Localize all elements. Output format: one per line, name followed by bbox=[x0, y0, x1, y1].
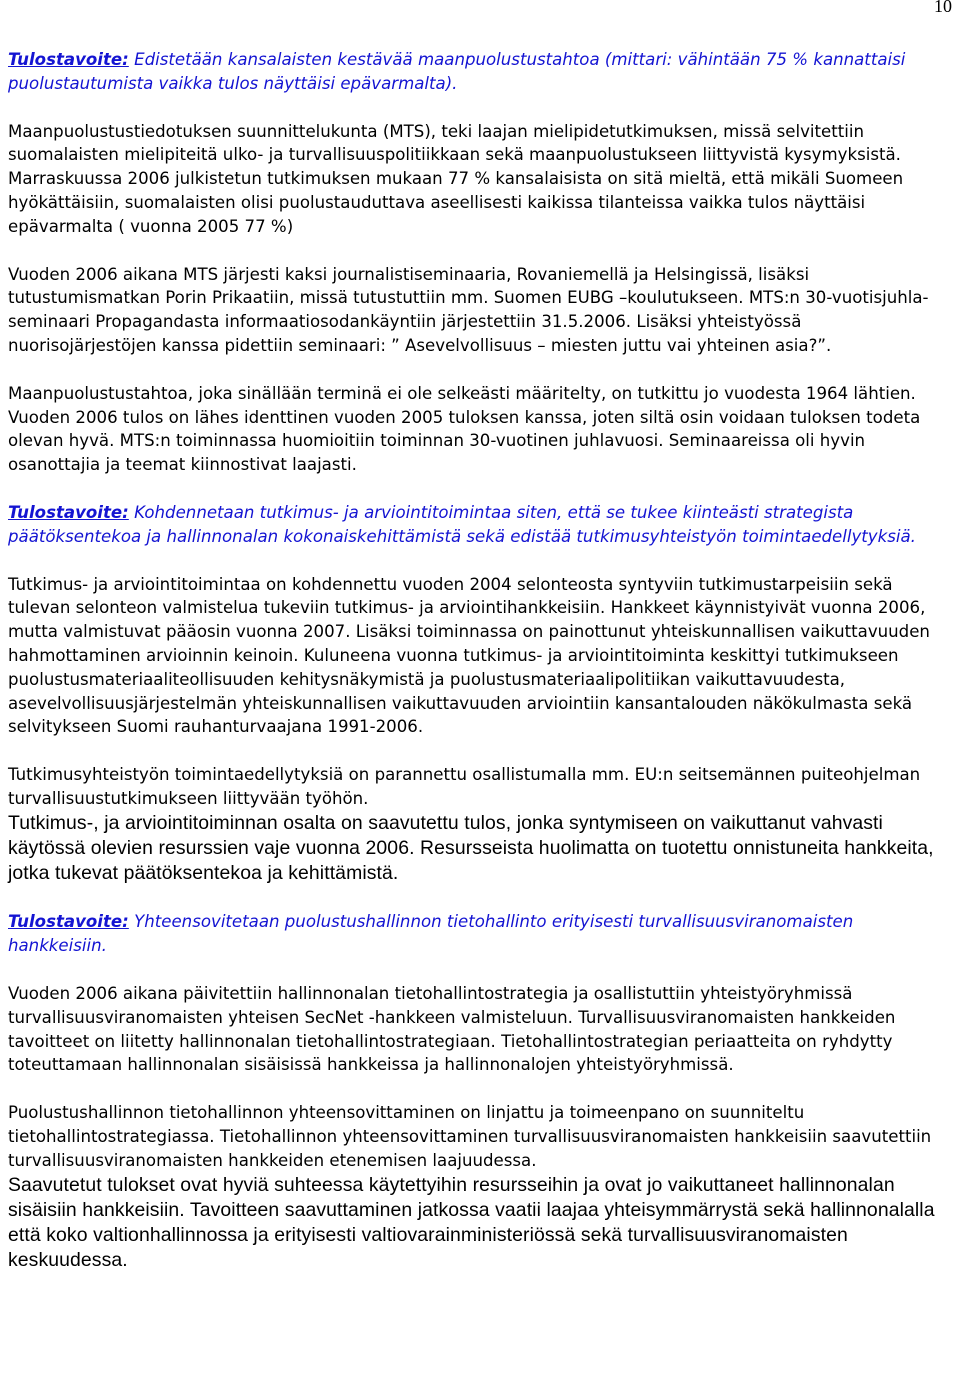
goal-statement-1 bbox=[8, 48, 952, 96]
paragraph-research-result: Tutkimus-, ja arviointitoiminnan osalta on saavutettu tulos, jonka syntymiseen on vaikuttanut vahvasti käytössä olevien resurssien vaje vuonna 2006. Resursseista huolimatta on tuotettu onnistuneita hankkeita, jotka tukevat päätöksentekoa ja kehittämistä. bbox=[8, 811, 934, 885]
paragraph-research-cooperation: Tutkimusyhteistyön toimintaedellytyksiä on parannettu osallistumalla mm. EU:n seitsemännen puiteohjelman turvallisuustutkimukseen liittyvään työhön. bbox=[8, 765, 921, 808]
goal-label: Tulostavoite: bbox=[8, 502, 129, 522]
page-number: 10 bbox=[934, 0, 952, 16]
goal-statement-2 bbox=[8, 501, 952, 549]
goal-text: Edistetään kansalaisten kestävää maanpuolustustahtoa (mittari: vähintään 75 % kannattaisi puolustautumista vaikka tulos näyttäisi epävarmalta). bbox=[8, 50, 906, 93]
paragraph-defence-will: Maanpuolustustahtoa, joka sinällään terminä ei ole selkeästi määritelty, on tutkittu jo vuodesta 1964 lähtien. Vuoden 2006 tulos on lähes identtinen vuoden 2005 tuloksen kanssa, joten siltä osin voidaan tuloksen todeta olevan hyvä. MTS:n toiminnassa huomioitiin toiminnan 30-vuotinen juhlavuosi. Seminaareissa oli hyvin osanottajia ja teemat kiinnostivat laajasti. bbox=[8, 383, 921, 475]
paragraph-research-focus: Tutkimus- ja arviointitoimintaa on kohdennettu vuoden 2004 selonteosta syntyviin tutkimustarpeisiin sekä tulevan selonteon valmistelua tukeviin tutkimus- ja arviointihankkeisiin. Hankkeet käynnistyivät vuonna 2006, mutta valmistuvat pääosin vuonna 2007. Lisäksi toiminnassa on painottunut yhteiskunnallisen vaikuttavuuden hahmottaminen arvioinnin keinoin. Kuluneena vuonna tutkimus- ja arviointitoiminta keskittyi tutkimukseen puolustusmateriaaliteollisuuden kehitysnäkymistä ja puolustusmateriaalipolitiikan vaikuttavuudesta, asevelvollisuusjärjestelmän yhteiskunnallisen vaikuttavuuden arviointiin kansantalouden näkökulmasta sekä selvitykseen Suomi rauhanturvaajana 1991-2006. bbox=[8, 574, 930, 737]
goal-label: Tulostavoite: bbox=[8, 50, 129, 69]
paragraph-mts-survey: Maanpuolustustiedotuksen suunnittelukunta (MTS), teki laajan mielipidetutkimuksen, missä selvitettiin suomalaisten mielipiteitä ulko- ja turvallisuuspolitiikkaan sekä maanpuolustukseen liittyvistä kysymyksistä. Marraskuussa 2006 julkistetun tutkimuksen mukaan 77 % kansalaisista on sitä mieltä, että mikäli Suomeen hyökättäisiin, suomalaisten olisi puolustauduttava aseellisesti kaikissa tilanteissa vaikka tulos näyttäisi epävarmalta ( vuonna 2005 77 %) bbox=[8, 121, 904, 236]
paragraph-it-strategy: Vuoden 2006 aikana päivitettiin hallinnonalan tietohallintostrategia ja osallistuttiin yhteistyöryhmissä turvallisuusviranomaisten yhteisen SecNet -hankkeen valmisteluun. Turvallisuusviranomaisten hankkeiden tavoitteet on liitetty hallinnonalan tietohallintostrategiaan. Tietohallintostrategian periaatteita on ryhdytty toteuttamaan hallinnonalan sisäisissä hankkeissa ja hallinnonalojen yhteistyöryhmissä. bbox=[8, 983, 896, 1075]
goal-text: Yhteensovitetaan puolustushallinnon tietohallinto erityisesti turvallisuusviranomaisten hankkeisiin. bbox=[8, 912, 854, 956]
paragraph-it-results: Saavutetut tulokset ovat hyviä suhteessa käytettyihin resursseihin ja ovat jo vaikuttaneet hallinnonalan sisäisiin hankkeisiin. Tavoitteen saavuttaminen jatkossa vaatii laajaa yhteisymmärrystä sekä hallinnonalalla että koko valtionhallinnossa ja erityisesti valtiovarainministeriössä sekä turvallisuusviranomaisten keskuudessa. bbox=[8, 1173, 935, 1272]
goal-text: Kohdennetaan tutkimus- ja arviointitoimintaa siten, että se tukee kiinteästi strategista päätöksentekoa ja hallinnonalan kokonaiskehittämistä sekä edistää tutkimusyhteistyön toimintaedellytyksiä. bbox=[8, 502, 916, 546]
paragraph-mts-seminars: Vuoden 2006 aikana MTS järjesti kaksi journalistiseminaaria, Rovaniemellä ja Helsingissä, lisäksi tutustumismatkan Porin Prikaatiin, missä tutustuttiin mm. Suomen EUBG –koulutukseen. MTS:n 30-vuotisjuhla- seminaari Propagandasta informaatiosodankäyntiin järjestettiin 31.5.2006. Lisäksi yhteistyössä nuorisojärjestöjen kanssa pidettiin seminaari: ” Asevelvollisuus – miesten juttu vai yhteinen asia?”. bbox=[8, 264, 929, 355]
goal-label: Tulostavoite: bbox=[8, 912, 129, 932]
document-body bbox=[8, 0, 952, 1273]
goal-statement-3 bbox=[8, 910, 952, 958]
paragraph-it-coordination: Puolustushallinnon tietohallinnon yhteensovittaminen on linjattu ja toimeenpano on suunniteltu tietohallintostrategiassa. Tietohallinnon yhteensovittaminen turvallisuusviranomaisten hankkeisiin saavutettiin turvallisuusviranomaisten hankkeiden etenemisen laajuudessa. bbox=[8, 1103, 932, 1170]
